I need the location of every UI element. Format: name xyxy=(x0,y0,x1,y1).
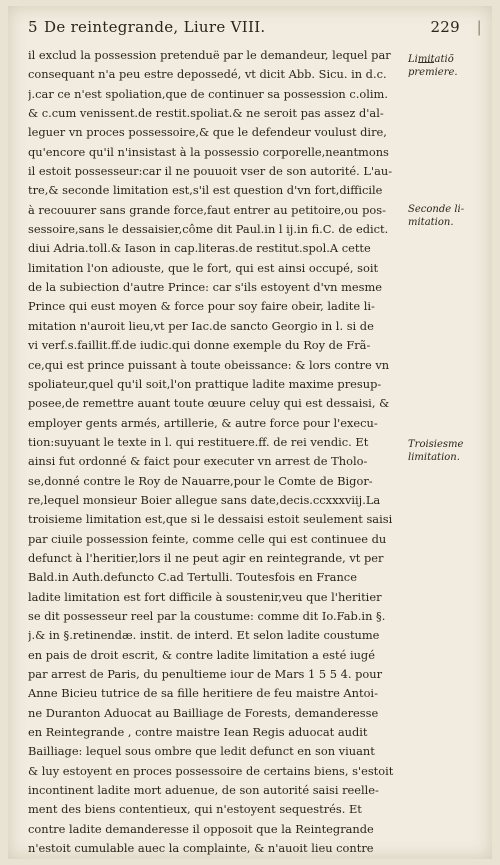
margin-note-line: Troisiesme xyxy=(408,439,464,450)
text-line: tre,& seconde limitation est,s'il est question d'vn fort,difficile xyxy=(28,183,383,198)
corner-mark: | xyxy=(476,18,482,36)
text-line: se,donné contre le Roy de Nauarre,pour le Comte de Bigor- xyxy=(28,473,373,488)
signature-mark: 5 xyxy=(28,18,38,36)
text-line: ment des biens contentieux, qui n'estoyent sequestrés. Et xyxy=(28,802,362,817)
text-line: en Reintegrande , contre maistre Iean Regis aduocat audit xyxy=(28,725,368,740)
text-line: diui Adria.toll.& Iason in cap.literas.de restitut.spol.A cette xyxy=(28,241,371,256)
margin-note-line: mitation. xyxy=(408,217,454,228)
text-line: & c.cum venissent.de restit.spoliat.& ne seroit pas assez d'al- xyxy=(28,106,384,121)
text-line: sessoire,sans le dessaisier,côme dit Paul.in l ij.in fi.C. de edict. xyxy=(28,222,389,237)
running-title: De reintegrande, Liure VIII. xyxy=(44,18,266,36)
text-line: ladite limitation est fort difficile à soustenir,veu que l'heritier xyxy=(28,589,382,604)
text-line: ce,qui est prince puissant à toute obeissance: & lors contre vn xyxy=(28,357,390,372)
text-line: vi verf.s.faillit.ff.de iudic.qui donne exemple du Roy de Frã- xyxy=(28,338,371,353)
text-line: incontinent ladite mort aduenue, de son autorité saisi reelle- xyxy=(28,783,379,798)
text-line: ne Duranton Aduocat au Bailliage de Forests, demanderesse xyxy=(28,705,379,720)
text-line: à recouurer sans grande force,faut entrer au petitoire,ou pos- xyxy=(28,202,386,217)
text-line: qu'encore qu'il n'insistast à la possessio corporelle,neantmons xyxy=(28,144,389,159)
text-line: troisieme limitation est,que si le dessaisi estoit seulement saisi xyxy=(28,512,393,527)
text-line: & luy estoyent en proces possessoire de certains biens, s'estoit xyxy=(28,763,394,778)
page-number: 229 xyxy=(430,18,460,36)
text-line: contre ladite demanderesse il opposoit que la Reintegrande xyxy=(28,821,374,836)
text-line: de la subiection d'autre Prince: car s'ils estoyent d'vn mesme xyxy=(28,280,383,295)
text-line: Anne Bicieu tutrice de sa fille heritiere de feu maistre Antoi- xyxy=(28,686,378,701)
text-line: spoliateur,quel qu'il soit,l'on prattique ladite maxime presup- xyxy=(28,376,382,391)
book-page xyxy=(8,6,492,859)
margin-note-first-limitation xyxy=(408,53,492,79)
text-line: se dit possesseur reel par la coustume: comme dit Io.Fab.in §. xyxy=(28,608,386,623)
margin-note-third-limitation xyxy=(408,438,492,464)
text-line: tion:suyuant le texte in l. qui restituere.ff. de rei vendic. Et xyxy=(28,434,369,449)
margin-note-line: Limitatiõ xyxy=(408,54,454,65)
text-line: consequant n'a peu estre depossedé, vt dicit Abb. Sicu. in d.c. xyxy=(28,67,387,82)
margin-note-second-limitation xyxy=(408,203,492,229)
text-line: defunct à l'heritier,lors il ne peut agir en reintegrande, vt per xyxy=(28,550,384,565)
text-line: leguer vn proces possessoire,& que le defendeur voulust dire, xyxy=(28,125,387,140)
text-line: Bald.in Auth.defuncto C.ad Tertulli. Toutesfois en France xyxy=(28,570,357,585)
margin-note-line: premiere. xyxy=(408,67,458,78)
text-line: ainsi fut ordonné & faict pour executer vn arrest de Tholo- xyxy=(28,454,368,469)
text-line: par arrest de Paris, du penultieme iour de Mars 1 5 5 4. pour xyxy=(28,667,383,681)
margin-note-line: limitation. xyxy=(408,452,460,463)
text-line: il exclud la possession pretenduë par le demandeur, lequel par xyxy=(28,48,391,62)
text-line: j.car ce n'est spoliation,que de continuer sa possession c.olim. xyxy=(28,86,388,101)
text-line: posee,de remettre auant toute œuure celuy qui est dessaisi, & xyxy=(28,396,390,411)
text-line: Prince qui eust moyen & force pour soy faire obeir, ladite li- xyxy=(28,299,375,314)
margin-note-line: Seconde li- xyxy=(408,204,465,215)
text-line: en pais de droit escrit, & contre ladite limitation a esté iugé xyxy=(28,647,375,662)
text-line: j.& in §.retinendæ. instit. de interd. Et selon ladite coustume xyxy=(28,628,380,643)
text-line: limitation l'on adiouste, que le fort, qui est ainsi occupé, soit xyxy=(28,260,379,275)
text-line: il estoit possesseur:car il ne pouuoit vser de son autorité. L'au- xyxy=(28,164,393,179)
text-line: Bailliage: lequel sous ombre que ledit defunct en son viuant xyxy=(28,744,375,759)
text-line: mitation n'auroit lieu,vt per Iac.de sancto Georgio in l. si de xyxy=(28,318,374,333)
text-line: re,lequel monsieur Boier allegue sans date,decis.ccxxxviij.La xyxy=(28,492,381,507)
running-header xyxy=(28,18,482,40)
text-line: n'estoit cumulable auec la complainte, & n'auoit lieu contre xyxy=(28,841,374,856)
text-line: par ciuile possession feinte, comme celle qui est continuee du xyxy=(28,531,387,546)
text-line: employer gents armés, artillerie, & autre force pour l'execu- xyxy=(28,415,378,430)
body-text xyxy=(28,46,410,858)
